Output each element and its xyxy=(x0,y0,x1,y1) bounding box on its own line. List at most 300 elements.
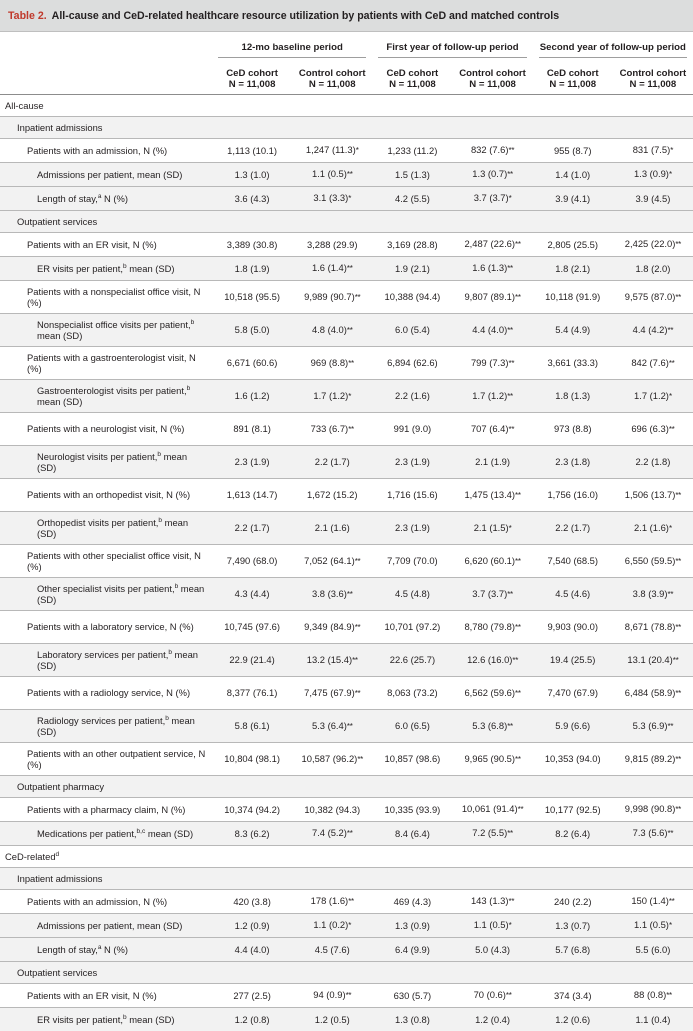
cell-value: 5.3 (6.8)** xyxy=(452,710,532,743)
row-label: Inpatient admissions xyxy=(0,868,212,890)
period-header: 12-mo baseline period xyxy=(212,32,372,64)
cell-value: 13.2 (15.4)** xyxy=(292,644,372,677)
cell-value xyxy=(452,846,532,868)
cell-value xyxy=(212,776,292,798)
cell-value: 4.3 (4.4) xyxy=(212,578,292,611)
cell-value xyxy=(292,117,372,139)
table-row xyxy=(0,347,693,380)
cell-value: 1.3 (1.0) xyxy=(212,163,292,187)
table-caption xyxy=(0,0,693,32)
table-row xyxy=(0,611,693,644)
table-row xyxy=(0,798,693,822)
cell-value: 1.3 (0.9)* xyxy=(613,163,693,187)
cell-value: 9,903 (90.0) xyxy=(533,611,613,644)
cell-value: 2.1 (1.9) xyxy=(452,446,532,479)
cell-value: 88 (0.8)** xyxy=(613,984,693,1008)
cell-value: 1.8 (2.1) xyxy=(533,257,613,281)
cell-value: 1.1 (0.2)* xyxy=(292,914,372,938)
cell-value: 2.1 (1.6)* xyxy=(613,512,693,545)
row-label: Admissions per patient, mean (SD) xyxy=(0,914,212,938)
cohort-header xyxy=(613,64,693,95)
header-blank xyxy=(0,32,212,64)
cell-value: 2.1 (1.5)* xyxy=(452,512,532,545)
cell-value: 2.2 (1.7) xyxy=(533,512,613,545)
cell-value: 1,672 (15.2) xyxy=(292,479,372,512)
table-row xyxy=(0,822,693,846)
cell-value: 22.9 (21.4) xyxy=(212,644,292,677)
cell-value: 1.2 (0.8) xyxy=(212,1008,292,1031)
row-label: Outpatient services xyxy=(0,962,212,984)
cell-value: 4.5 (7.6) xyxy=(292,938,372,962)
cell-value: 1.6 (1.3)** xyxy=(452,257,532,281)
cell-value: 7.4 (5.2)** xyxy=(292,822,372,846)
cell-value: 6.4 (9.9) xyxy=(372,938,452,962)
row-label: Orthopedist visits per patient,$^b$ mean (SD) xyxy=(0,512,212,545)
cell-value: 420 (3.8) xyxy=(212,890,292,914)
cell-value: 3,169 (28.8) xyxy=(372,233,452,257)
cell-value: 1.6 (1.4)** xyxy=(292,257,372,281)
cell-value: 1.8 (1.3) xyxy=(533,380,613,413)
cohort-size: N = 11,008 xyxy=(372,79,452,91)
cell-value xyxy=(613,95,693,117)
cell-value: 10,177 (92.5) xyxy=(533,798,613,822)
cell-value: 5.8 (5.0) xyxy=(212,314,292,347)
cell-value: 13.1 (20.4)** xyxy=(613,644,693,677)
cell-value: 955 (8.7) xyxy=(533,139,613,163)
cell-value: 8,063 (73.2) xyxy=(372,677,452,710)
cell-value: 9,815 (89.2)** xyxy=(613,743,693,776)
cell-value: 1.3 (0.9) xyxy=(372,914,452,938)
table-row xyxy=(0,545,693,578)
table-number: Table 2. xyxy=(8,10,47,22)
cell-value: 143 (1.3)** xyxy=(452,890,532,914)
cell-value xyxy=(212,846,292,868)
cell-value: 12.6 (16.0)** xyxy=(452,644,532,677)
cell-value xyxy=(372,211,452,233)
table-row xyxy=(0,710,693,743)
cell-value: 2.3 (1.9) xyxy=(212,446,292,479)
cell-value xyxy=(212,868,292,890)
cell-value xyxy=(212,211,292,233)
cell-value: 2.2 (1.7) xyxy=(292,446,372,479)
cell-value: 7,540 (68.5) xyxy=(533,545,613,578)
cell-value xyxy=(292,962,372,984)
cell-value: 5.5 (6.0) xyxy=(613,938,693,962)
cohort-name: Control cohort xyxy=(613,68,693,80)
row-label: Laboratory services per patient,$^b$ mean (SD) xyxy=(0,644,212,677)
table-row xyxy=(0,446,693,479)
cell-value xyxy=(613,868,693,890)
cell-value: 2.3 (1.9) xyxy=(372,446,452,479)
cell-value: 6,550 (59.5)** xyxy=(613,545,693,578)
cell-value: 831 (7.5)* xyxy=(613,139,693,163)
cell-value: 1.8 (1.9) xyxy=(212,257,292,281)
cell-value: 832 (7.6)** xyxy=(452,139,532,163)
cell-value: 8.2 (6.4) xyxy=(533,822,613,846)
cell-value: 9,965 (90.5)** xyxy=(452,743,532,776)
table-row xyxy=(0,139,693,163)
table-row xyxy=(0,890,693,914)
period-header: Second year of follow-up period xyxy=(533,32,693,64)
cell-value: 374 (3.4) xyxy=(533,984,613,1008)
row-label: All-cause xyxy=(0,95,212,117)
cell-value: 4.5 (4.6) xyxy=(533,578,613,611)
table-row xyxy=(0,163,693,187)
table-row xyxy=(0,914,693,938)
row-label: Length of stay,$^a$ N (%) xyxy=(0,187,212,211)
cell-value: 10,518 (95.5) xyxy=(212,281,292,314)
cell-value: 973 (8.8) xyxy=(533,413,613,446)
cell-value xyxy=(372,962,452,984)
cell-value: 630 (5.7) xyxy=(372,984,452,1008)
cell-value: 1.3 (0.7)** xyxy=(452,163,532,187)
cell-value: 1.1 (0.4) xyxy=(613,1008,693,1031)
cell-value: 240 (2.2) xyxy=(533,890,613,914)
cohort-header xyxy=(212,64,292,95)
cohort-header xyxy=(292,64,372,95)
cell-value xyxy=(452,868,532,890)
cell-value: 1.5 (1.3) xyxy=(372,163,452,187)
cell-value: 1.4 (1.0) xyxy=(533,163,613,187)
cell-value xyxy=(372,846,452,868)
cohort-size: N = 11,008 xyxy=(212,79,292,91)
cell-value xyxy=(212,117,292,139)
row-label: Outpatient pharmacy xyxy=(0,776,212,798)
cell-value xyxy=(533,211,613,233)
cell-value: 10,857 (98.6) xyxy=(372,743,452,776)
cell-value: 1.7 (1.2)* xyxy=(613,380,693,413)
cell-value: 1.3 (0.8) xyxy=(372,1008,452,1031)
row-label: Gastroenterologist visits per patient,$^b$ mean (SD) xyxy=(0,380,212,413)
cell-value: 3.9 (4.5) xyxy=(613,187,693,211)
table-row xyxy=(0,938,693,962)
cell-value xyxy=(452,211,532,233)
cell-value: 7,709 (70.0) xyxy=(372,545,452,578)
cell-value: 3.9 (4.1) xyxy=(533,187,613,211)
data-table xyxy=(0,32,693,1031)
cell-value xyxy=(292,868,372,890)
row-label: Patients with an ER visit, N (%) xyxy=(0,233,212,257)
cell-value: 1.2 (0.6) xyxy=(533,1008,613,1031)
cell-value: 10,118 (91.9) xyxy=(533,281,613,314)
cell-value: 2,805 (25.5) xyxy=(533,233,613,257)
cell-value: 5.7 (6.8) xyxy=(533,938,613,962)
cohort-size: N = 11,008 xyxy=(292,79,372,91)
cell-value: 2.3 (1.8) xyxy=(533,446,613,479)
cell-value xyxy=(212,95,292,117)
cell-value: 150 (1.4)** xyxy=(613,890,693,914)
cohort-name: CeD cohort xyxy=(533,68,613,80)
table-row xyxy=(0,211,693,233)
row-label: ER visits per patient,$^b$ mean (SD) xyxy=(0,257,212,281)
cell-value xyxy=(372,868,452,890)
cell-value: 1,113 (10.1) xyxy=(212,139,292,163)
row-label: Outpatient services xyxy=(0,211,212,233)
cell-value xyxy=(533,868,613,890)
cell-value xyxy=(292,846,372,868)
cell-value: 3,389 (30.8) xyxy=(212,233,292,257)
cell-value: 8,671 (78.8)** xyxy=(613,611,693,644)
cell-value: 469 (4.3) xyxy=(372,890,452,914)
cell-value: 1,233 (11.2) xyxy=(372,139,452,163)
cell-value: 9,998 (90.8)** xyxy=(613,798,693,822)
cohort-size: N = 11,008 xyxy=(452,79,532,91)
cell-value: 6,671 (60.6) xyxy=(212,347,292,380)
cohort-name: Control cohort xyxy=(452,68,532,80)
cell-value: 9,989 (90.7)** xyxy=(292,281,372,314)
cell-value: 1.8 (2.0) xyxy=(613,257,693,281)
table-row xyxy=(0,846,693,868)
cell-value: 3.7 (3.7)** xyxy=(452,578,532,611)
cell-value: 6.0 (5.4) xyxy=(372,314,452,347)
cell-value: 5.4 (4.9) xyxy=(533,314,613,347)
cell-value: 1,613 (14.7) xyxy=(212,479,292,512)
cell-value: 5.3 (6.9)** xyxy=(613,710,693,743)
row-label: Other specialist visits per patient,$^b$ mean (SD) xyxy=(0,578,212,611)
row-label: Patients with a neurologist visit, N (%) xyxy=(0,413,212,446)
row-label: Neurologist visits per patient,$^b$ mean (SD) xyxy=(0,446,212,479)
table-row xyxy=(0,962,693,984)
cohort-size: N = 11,008 xyxy=(613,79,693,91)
cell-value: 4.4 (4.0) xyxy=(212,938,292,962)
cell-value: 2.1 (1.6) xyxy=(292,512,372,545)
cell-value: 3,288 (29.9) xyxy=(292,233,372,257)
cell-value xyxy=(533,962,613,984)
cohort-name: CeD cohort xyxy=(212,68,292,80)
cell-value: 70 (0.6)** xyxy=(452,984,532,1008)
cell-value: 2,425 (22.0)** xyxy=(613,233,693,257)
cell-value xyxy=(533,117,613,139)
row-label: Patients with an other outpatient service, N (%) xyxy=(0,743,212,776)
row-label: Patients with an admission, N (%) xyxy=(0,890,212,914)
cohort-size: N = 11,008 xyxy=(533,79,613,91)
cell-value: 4.2 (5.5) xyxy=(372,187,452,211)
cell-value: 6.0 (6.5) xyxy=(372,710,452,743)
cell-value: 799 (7.3)** xyxy=(452,347,532,380)
cell-value: 707 (6.4)** xyxy=(452,413,532,446)
cell-value: 277 (2.5) xyxy=(212,984,292,1008)
table-row xyxy=(0,644,693,677)
cell-value: 10,374 (94.2) xyxy=(212,798,292,822)
table-row xyxy=(0,677,693,710)
table-row xyxy=(0,95,693,117)
cell-value: 3.1 (3.3)* xyxy=(292,187,372,211)
cohort-header xyxy=(372,64,452,95)
cell-value: 7.2 (5.5)** xyxy=(452,822,532,846)
cell-value: 1,716 (15.6) xyxy=(372,479,452,512)
cell-value xyxy=(533,846,613,868)
cell-value xyxy=(613,962,693,984)
cell-value: 3.8 (3.9)** xyxy=(613,578,693,611)
row-label: Patients with a gastroenterologist visit, N (%) xyxy=(0,347,212,380)
cell-value xyxy=(452,95,532,117)
cell-value xyxy=(212,962,292,984)
cell-value: 1,506 (13.7)** xyxy=(613,479,693,512)
cell-value: 6,562 (59.6)** xyxy=(452,677,532,710)
cohort-name: CeD cohort xyxy=(372,68,452,80)
cell-value: 9,575 (87.0)** xyxy=(613,281,693,314)
cell-value: 2.2 (1.6) xyxy=(372,380,452,413)
cell-value: 8,377 (76.1) xyxy=(212,677,292,710)
table-body xyxy=(0,95,693,1031)
cell-value: 2.3 (1.9) xyxy=(372,512,452,545)
table-row xyxy=(0,117,693,139)
row-label: Inpatient admissions xyxy=(0,117,212,139)
cell-value: 1.3 (0.7) xyxy=(533,914,613,938)
header-blank xyxy=(0,64,212,95)
cell-value xyxy=(613,211,693,233)
cell-value: 4.4 (4.2)** xyxy=(613,314,693,347)
cell-value: 1.1 (0.5)* xyxy=(452,914,532,938)
row-label: CeD-related$^d$ xyxy=(0,846,212,868)
cell-value: 696 (6.3)** xyxy=(613,413,693,446)
cell-value: 2,487 (22.6)** xyxy=(452,233,532,257)
cell-value xyxy=(292,776,372,798)
cell-value: 7,490 (68.0) xyxy=(212,545,292,578)
table-row xyxy=(0,257,693,281)
cell-value: 1,475 (13.4)** xyxy=(452,479,532,512)
cell-value: 1.1 (0.5)** xyxy=(292,163,372,187)
cohort-header xyxy=(452,64,532,95)
cell-value: 10,388 (94.4) xyxy=(372,281,452,314)
cell-value xyxy=(372,776,452,798)
cell-value: 2.2 (1.8) xyxy=(613,446,693,479)
table-row xyxy=(0,776,693,798)
cell-value: 8,780 (79.8)** xyxy=(452,611,532,644)
table-row xyxy=(0,281,693,314)
cell-value xyxy=(292,211,372,233)
cell-value xyxy=(613,117,693,139)
table-row xyxy=(0,512,693,545)
cell-value: 1,756 (16.0) xyxy=(533,479,613,512)
cell-value: 10,587 (96.2)** xyxy=(292,743,372,776)
row-label: Patients with a pharmacy claim, N (%) xyxy=(0,798,212,822)
cell-value: 5.3 (6.4)** xyxy=(292,710,372,743)
table-row xyxy=(0,1008,693,1031)
cell-value: 10,804 (98.1) xyxy=(212,743,292,776)
cell-value: 10,745 (97.6) xyxy=(212,611,292,644)
cell-value: 6,620 (60.1)** xyxy=(452,545,532,578)
cell-value: 9,807 (89.1)** xyxy=(452,281,532,314)
table-row xyxy=(0,743,693,776)
row-label: Admissions per patient, mean (SD) xyxy=(0,163,212,187)
cell-value: 7.3 (5.6)** xyxy=(613,822,693,846)
cohort-name: Control cohort xyxy=(292,68,372,80)
cell-value: 4.8 (4.0)** xyxy=(292,314,372,347)
row-label: Patients with an ER visit, N (%) xyxy=(0,984,212,1008)
cell-value: 1.7 (1.2)** xyxy=(452,380,532,413)
cell-value: 891 (8.1) xyxy=(212,413,292,446)
cell-value: 1.6 (1.2) xyxy=(212,380,292,413)
cell-value: 3,661 (33.3) xyxy=(533,347,613,380)
cell-value: 1.1 (0.5)* xyxy=(613,914,693,938)
cell-value xyxy=(452,117,532,139)
cell-value: 9,349 (84.9)** xyxy=(292,611,372,644)
table-row xyxy=(0,380,693,413)
cell-value xyxy=(452,776,532,798)
cell-value: 3.7 (3.7)* xyxy=(452,187,532,211)
cell-value: 969 (8.8)** xyxy=(292,347,372,380)
row-label: Patients with a nonspecialist office visit, N (%) xyxy=(0,281,212,314)
cell-value: 991 (9.0) xyxy=(372,413,452,446)
table-row xyxy=(0,984,693,1008)
period-header: First year of follow-up period xyxy=(372,32,532,64)
cell-value: 8.4 (6.4) xyxy=(372,822,452,846)
cell-value xyxy=(613,776,693,798)
table-row xyxy=(0,233,693,257)
cell-value: 842 (7.6)** xyxy=(613,347,693,380)
cell-value: 10,701 (97.2) xyxy=(372,611,452,644)
cell-value: 10,061 (91.4)** xyxy=(452,798,532,822)
cell-value: 178 (1.6)** xyxy=(292,890,372,914)
row-label: Radiology services per patient,$^b$ mean (SD) xyxy=(0,710,212,743)
cell-value: 6,484 (58.9)** xyxy=(613,677,693,710)
cell-value xyxy=(452,962,532,984)
cell-value: 7,052 (64.1)** xyxy=(292,545,372,578)
cell-value: 6,894 (62.6) xyxy=(372,347,452,380)
cell-value: 4.5 (4.8) xyxy=(372,578,452,611)
cohort-header xyxy=(533,64,613,95)
cell-value: 10,382 (94.3) xyxy=(292,798,372,822)
cell-value: 2.2 (1.7) xyxy=(212,512,292,545)
cell-value: 733 (6.7)** xyxy=(292,413,372,446)
table-row xyxy=(0,314,693,347)
cell-value: 1.2 (0.5) xyxy=(292,1008,372,1031)
cell-value: 1.7 (1.2)* xyxy=(292,380,372,413)
row-label: Patients with an admission, N (%) xyxy=(0,139,212,163)
cell-value: 10,353 (94.0) xyxy=(533,743,613,776)
cell-value: 3.8 (3.6)** xyxy=(292,578,372,611)
cell-value: 94 (0.9)** xyxy=(292,984,372,1008)
cell-value: 10,335 (93.9) xyxy=(372,798,452,822)
row-label: Patients with other specialist office visit, N (%) xyxy=(0,545,212,578)
row-label: Medications per patient,$^{b,c}$ mean (SD) xyxy=(0,822,212,846)
row-label: Patients with a laboratory service, N (%) xyxy=(0,611,212,644)
cell-value xyxy=(613,846,693,868)
table-row xyxy=(0,479,693,512)
cell-value: 1.9 (2.1) xyxy=(372,257,452,281)
cell-value: 7,470 (67.9) xyxy=(533,677,613,710)
cell-value: 1,247 (11.3)* xyxy=(292,139,372,163)
table-row xyxy=(0,413,693,446)
cell-value: 5.9 (6.6) xyxy=(533,710,613,743)
cell-value xyxy=(292,95,372,117)
table-row xyxy=(0,187,693,211)
table-row xyxy=(0,868,693,890)
cell-value: 22.6 (25.7) xyxy=(372,644,452,677)
cell-value xyxy=(372,95,452,117)
cell-value: 3.6 (4.3) xyxy=(212,187,292,211)
cell-value xyxy=(533,95,613,117)
cell-value: 1.2 (0.4) xyxy=(452,1008,532,1031)
row-label: ER visits per patient,$^b$ mean (SD) xyxy=(0,1008,212,1031)
row-label: Length of stay,$^a$ N (%) xyxy=(0,938,212,962)
cell-value xyxy=(533,776,613,798)
table-row xyxy=(0,578,693,611)
cell-value: 1.2 (0.9) xyxy=(212,914,292,938)
cell-value: 19.4 (25.5) xyxy=(533,644,613,677)
cell-value: 5.8 (6.1) xyxy=(212,710,292,743)
cell-value: 4.4 (4.0)** xyxy=(452,314,532,347)
cell-value: 7,475 (67.9)** xyxy=(292,677,372,710)
row-label: Patients with a radiology service, N (%) xyxy=(0,677,212,710)
cell-value xyxy=(372,117,452,139)
row-label: Patients with an orthopedist visit, N (%) xyxy=(0,479,212,512)
table-title: All-cause and CeD-related healthcare resource utilization by patients with CeD and matched controls xyxy=(52,10,559,22)
cell-value: 8.3 (6.2) xyxy=(212,822,292,846)
row-label: Nonspecialist office visits per patient,$^b$ mean (SD) xyxy=(0,314,212,347)
cell-value: 5.0 (4.3) xyxy=(452,938,532,962)
